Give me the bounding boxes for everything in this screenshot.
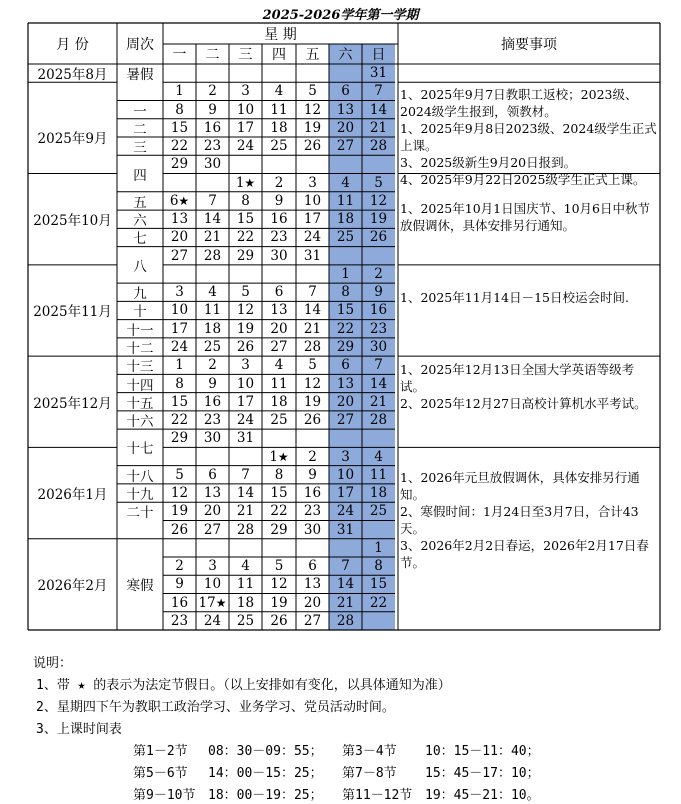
weekday-header: 六: [338, 47, 353, 63]
day-cell: 29: [270, 521, 288, 538]
day-cell: 28: [236, 521, 255, 538]
day-cell: 17: [336, 485, 355, 502]
day-cell: 24: [236, 138, 255, 155]
day-cell: 20: [170, 229, 189, 246]
day-cell: 9: [374, 284, 383, 301]
day-cell: 13: [270, 302, 288, 319]
holiday-star-icon: ★: [215, 595, 227, 610]
notes-oct: [398, 200, 660, 234]
holiday-star-icon: ★: [244, 175, 256, 190]
day-cell: 17: [170, 320, 189, 337]
day-cell: 19: [303, 119, 322, 136]
day-cell: 26: [303, 412, 322, 429]
day-cell: 1: [341, 265, 350, 282]
day-cell: 13: [303, 576, 322, 593]
note-item: 3、2025级新生9月20日报到。: [400, 155, 577, 171]
day-cell: 16: [170, 594, 189, 611]
week-label: 十一: [126, 322, 154, 339]
day-cell: 9: [175, 576, 184, 593]
day-cell: 8: [175, 375, 184, 392]
notes-jan: [398, 469, 660, 571]
day-cell: 13: [336, 375, 355, 392]
weekday-header: 日: [371, 47, 386, 63]
day-cell: 28: [303, 338, 322, 355]
weekday-header: 三: [238, 47, 253, 63]
day-cell: 25: [336, 229, 355, 246]
day-cell: 20: [336, 393, 355, 410]
note-item: 1、2025年11月14日－15日校运会时间.: [400, 289, 629, 305]
day-cell: 27: [203, 521, 222, 538]
week-label: 一: [133, 103, 147, 120]
week-header: 周次: [126, 36, 154, 53]
schedule-slot: 第3－4节: [342, 744, 397, 759]
day-cell: 22: [170, 138, 189, 155]
week-label: 九: [133, 286, 147, 303]
day-cell: 29: [170, 156, 189, 173]
day-cell: 12: [303, 101, 322, 118]
notes-dec: [398, 361, 660, 412]
day-cell: 15: [369, 576, 388, 593]
month-header: 月 份: [56, 36, 89, 53]
day-cell: 20: [336, 119, 355, 136]
day-cell: 17: [236, 393, 255, 410]
day-cell: 9: [274, 192, 284, 209]
day-cell: 7: [308, 284, 317, 301]
week-label: 六: [133, 213, 147, 230]
day-cell: 3: [341, 448, 350, 465]
day-cell: 5: [274, 558, 284, 575]
week-label: 十七: [126, 441, 154, 458]
day-cell: 23: [369, 320, 388, 337]
day-cell: 18: [270, 119, 288, 136]
day-cell: 3: [175, 284, 184, 301]
day-cell: 14: [369, 375, 388, 392]
day-cell: 5: [175, 466, 184, 483]
day-cell: 6: [274, 284, 284, 301]
day-cell: 2: [208, 357, 217, 374]
day-cell: 18: [203, 320, 222, 337]
day-cell: 15: [270, 485, 288, 502]
day-cell: 7: [374, 83, 383, 100]
day-cell: 19: [270, 594, 288, 611]
week-label: 十八: [126, 468, 154, 485]
month-label: 2026年2月: [37, 578, 108, 595]
day-cell: 3: [308, 174, 317, 191]
day-cell: 18: [336, 211, 355, 228]
note-item: 1、2026年元旦放假调休，具体安排另行通知。: [400, 470, 640, 503]
day-cell: 27: [336, 412, 355, 429]
week-label: 七: [133, 231, 147, 248]
day-cell: 10: [236, 101, 255, 118]
day-cell: 6: [341, 83, 350, 100]
week-label: 八: [133, 258, 147, 275]
day-cell: 5: [374, 174, 383, 191]
day-cell: 30: [203, 156, 222, 173]
day-cell: 4: [241, 558, 250, 575]
day-cell: 2: [175, 558, 184, 575]
day-cell: 10: [336, 466, 355, 483]
day-cell: 9: [208, 101, 217, 118]
day-cell: 18: [369, 485, 388, 502]
day-cell: 8: [341, 284, 350, 301]
week-label: 十四: [126, 377, 154, 394]
legend-item-1: 1、带 ★ 的表示为法定节假日。（以上安排如有变化，以具体通知为准）: [36, 678, 451, 693]
month-label: 2025年12月: [33, 395, 112, 412]
day-cell: 1: [175, 357, 184, 374]
month-label: 2026年1月: [37, 487, 108, 504]
day-cell: 25: [270, 412, 288, 429]
legend-item-2: 2、星期四下午为教职工政治学习、业务学习、党员活动时间。: [36, 700, 395, 715]
day-cell: 5: [308, 357, 317, 374]
day-cell: 19: [170, 503, 189, 520]
day-cell: 28: [336, 612, 355, 629]
day-cell: 11: [270, 101, 288, 118]
day-cell: 7: [341, 558, 350, 575]
month-label: 2025年9月: [37, 131, 108, 148]
schedule-slot: 第5－6节: [133, 766, 188, 781]
day-cell: 20: [303, 594, 322, 611]
weekday-header: 二: [205, 47, 220, 63]
day-cell: 16: [203, 119, 222, 136]
weekday-header: 四: [272, 47, 286, 63]
day-cell: 27: [270, 338, 288, 355]
day-cell: 11: [203, 302, 222, 319]
day-cell: 22: [336, 320, 355, 337]
day-cell: 2: [308, 448, 317, 465]
day-cell: 11: [336, 192, 355, 209]
day-cell: 21: [369, 119, 388, 136]
day-cell: 31: [303, 247, 322, 264]
note-item: 1、2025年12月13日全国大学英语等级考试。: [400, 362, 635, 395]
day-cell: 1: [374, 539, 383, 556]
day-cell: 31: [236, 430, 255, 447]
day-cell: 10: [203, 576, 222, 593]
week-label: 四: [133, 167, 147, 184]
day-cell: 15: [170, 393, 189, 410]
day-cell: 30: [303, 521, 322, 538]
day-cell: 17: [303, 211, 322, 228]
day-cell: 13: [203, 485, 222, 502]
day-cell: 7: [208, 192, 217, 209]
note-item: 2、2025年12月27日高校计算机水平考试。: [400, 396, 647, 412]
day-cell: 17: [236, 119, 255, 136]
day-cell: 6: [341, 357, 350, 374]
day-cell: 27: [303, 612, 322, 629]
day-cell: 15: [336, 302, 355, 319]
day-cell: 16: [203, 393, 222, 410]
day-cell: 4: [274, 357, 284, 374]
day-cell: 3: [241, 83, 250, 100]
day-cell: 31: [336, 521, 355, 538]
notes-nov: [398, 289, 660, 306]
day-cell: 28: [369, 138, 388, 155]
schedule-time: 14：00－15：25；: [208, 766, 323, 781]
day-cell: 25: [203, 338, 222, 355]
day-cell: 2: [374, 265, 383, 282]
day-cell: 12: [270, 576, 288, 593]
month-label: 2025年11月: [33, 304, 112, 321]
note-item: 2、寒假时间：1月24日至3月7日，合计43天。: [400, 504, 639, 537]
schedule-time: 08：30－09：55；: [208, 744, 323, 759]
day-cell: 10: [303, 192, 322, 209]
day-cell: 24: [203, 612, 222, 629]
day-cell: 23: [203, 412, 222, 429]
day-cell: 26: [303, 138, 322, 155]
day-cell: 14: [236, 485, 255, 502]
day-cell: 27: [336, 138, 355, 155]
day-cell: 26: [270, 612, 288, 629]
day-cell: 10: [170, 302, 189, 319]
day-cell: 9: [308, 466, 317, 483]
day-cell: 14: [303, 302, 322, 319]
day-cell: 2: [274, 174, 284, 191]
day-cell: 27: [170, 247, 189, 264]
legend-item-3: 3、上课时间表: [36, 722, 122, 737]
day-cell: 23: [270, 229, 288, 246]
day-cell: 23: [170, 612, 189, 629]
day-cell: 1 ★: [235, 174, 256, 191]
schedule-time: 19：45－21：10。: [425, 788, 540, 803]
schedule-time: 15：45－17：10；: [425, 766, 540, 781]
day-cell: 5: [308, 83, 317, 100]
day-cell: 8: [374, 558, 383, 575]
day-cell: 18: [270, 393, 288, 410]
week-label: 十三: [126, 359, 154, 376]
day-cell: 14: [203, 211, 222, 228]
day-cell: 24: [170, 338, 189, 355]
day-cell: 25: [270, 138, 288, 155]
day-cell: 16: [303, 485, 322, 502]
day-cell: 8: [175, 101, 184, 118]
day-cell: 4: [341, 174, 350, 191]
day-cell: 30: [270, 247, 288, 264]
day-cell: 23: [303, 503, 322, 520]
day-cell: 7: [374, 357, 383, 374]
day-cell: 29: [236, 247, 255, 264]
week-label: 二: [133, 121, 147, 138]
day-cell: 26: [236, 338, 255, 355]
legend-heading: 说明：: [33, 656, 73, 671]
day-cell: 19: [303, 393, 322, 410]
day-cell: 14: [336, 576, 355, 593]
day-cell: 16: [369, 302, 388, 319]
day-cell: 26: [369, 229, 388, 246]
day-cell: 22: [369, 594, 388, 611]
day-cell: 24: [336, 503, 355, 520]
day-cell: 20: [270, 320, 288, 337]
day-cell: 19: [369, 211, 388, 228]
day-cell: 23: [203, 138, 222, 155]
day-cell: 8: [274, 466, 284, 483]
week-label: 三: [133, 140, 147, 157]
month-label: 2025年10月: [33, 213, 112, 230]
day-cell: 22: [236, 229, 255, 246]
day-cell: 1: [175, 83, 184, 100]
day-cell: 24: [236, 412, 255, 429]
note-item: 3、2026年2月2日春运，2026年2月17日春节。: [400, 538, 649, 571]
week-label: 十二: [126, 340, 154, 357]
day-cell: 12: [369, 192, 388, 209]
day-cell: 4: [208, 284, 217, 301]
day-cell: 7: [241, 466, 250, 483]
week-label: 十九: [126, 487, 154, 504]
day-cell: 11: [369, 466, 388, 483]
schedule-slot: 第7－8节: [342, 766, 397, 781]
day-cell: 10: [236, 375, 255, 392]
week-label: 暑假: [126, 67, 154, 84]
week-label: 十六: [126, 414, 154, 431]
day-cell: 20: [203, 503, 222, 520]
day-cell: 30: [369, 338, 388, 355]
day-cell: 21: [369, 393, 388, 410]
day-cell: 29: [336, 338, 355, 355]
day-cell: 12: [170, 485, 189, 502]
day-cell: 18: [236, 594, 255, 611]
week-label: 十: [133, 304, 147, 321]
day-cell: 31: [369, 65, 388, 82]
notes-header: 摘要事项: [501, 36, 557, 53]
day-cell: 17 ★: [198, 594, 227, 611]
week-label: 寒假: [126, 578, 154, 595]
day-cell: 14: [369, 101, 388, 118]
day-cell: 16: [270, 211, 288, 228]
day-cell: 2: [208, 83, 217, 100]
day-cell: 21: [203, 229, 222, 246]
day-cell: 5: [241, 284, 250, 301]
day-cell: 28: [203, 247, 222, 264]
day-cell: 13: [336, 101, 355, 118]
note-item: 1、2025年9月8日2023级、2024级学生正式上课。: [400, 121, 657, 154]
day-cell: 24: [303, 229, 322, 246]
note-item: 4、2025年9月22日2025级学生正式上课。: [400, 172, 646, 188]
page-title: 2025-2026学年第一学期: [262, 8, 419, 23]
day-cell: 3: [208, 558, 217, 575]
day-cell: 15: [236, 211, 255, 228]
schedule-time: 10：15－11：40；: [425, 744, 540, 759]
day-cell: 13: [170, 211, 189, 228]
day-cell: 11: [270, 375, 288, 392]
day-cell: 4: [274, 83, 284, 100]
day-cell: 25: [236, 612, 255, 629]
week-label: 二十: [126, 505, 154, 522]
day-cell: 6: [308, 558, 317, 575]
note-item: 1、2025年10月1日国庆节、10月6日中秋节放假调休，具体安排另行通知。: [400, 200, 650, 233]
day-cell: 19: [236, 320, 255, 337]
day-cell: 21: [236, 503, 255, 520]
weekday-header: 一: [172, 47, 187, 63]
weekday-group-header: 星 期: [264, 26, 297, 43]
day-cell: 30: [203, 430, 222, 447]
day-cell: 28: [369, 412, 388, 429]
schedule-slot: 第11－12节: [342, 788, 413, 803]
schedule-slot: 第9－10节: [133, 788, 196, 803]
holiday-star-icon: ★: [277, 449, 289, 464]
day-cell: 29: [170, 430, 189, 447]
schedule-slot: 第1－2节: [133, 744, 188, 759]
note-item: 1、2025年9月7日教职工返校；2023级、2024级学生报到，领教材。: [400, 87, 638, 120]
day-cell: 3: [241, 357, 250, 374]
weekday-header: 五: [305, 47, 320, 63]
week-label: 五: [133, 194, 147, 211]
day-cell: 11: [236, 576, 255, 593]
day-cell: 22: [170, 412, 189, 429]
day-cell: 12: [303, 375, 322, 392]
day-cell: 12: [236, 302, 255, 319]
day-cell: 6 ★: [169, 192, 190, 209]
day-cell: 8: [241, 192, 250, 209]
notes-sep: [398, 86, 660, 188]
day-cell: 21: [336, 594, 355, 611]
day-cell: 25: [369, 503, 388, 520]
day-cell: 1 ★: [269, 448, 289, 465]
day-cell: 9: [208, 375, 217, 392]
day-cell: 6: [208, 466, 217, 483]
day-cell: 4: [374, 448, 383, 465]
schedule-time: 18：00－19：25；: [208, 788, 323, 803]
holiday-star-icon: ★: [178, 193, 190, 208]
month-label: 2025年8月: [37, 67, 108, 84]
week-label: 十五: [126, 395, 154, 412]
day-cell: 26: [170, 521, 189, 538]
day-cell: 15: [170, 119, 189, 136]
day-cell: 22: [270, 503, 288, 520]
day-cell: 21: [303, 320, 322, 337]
